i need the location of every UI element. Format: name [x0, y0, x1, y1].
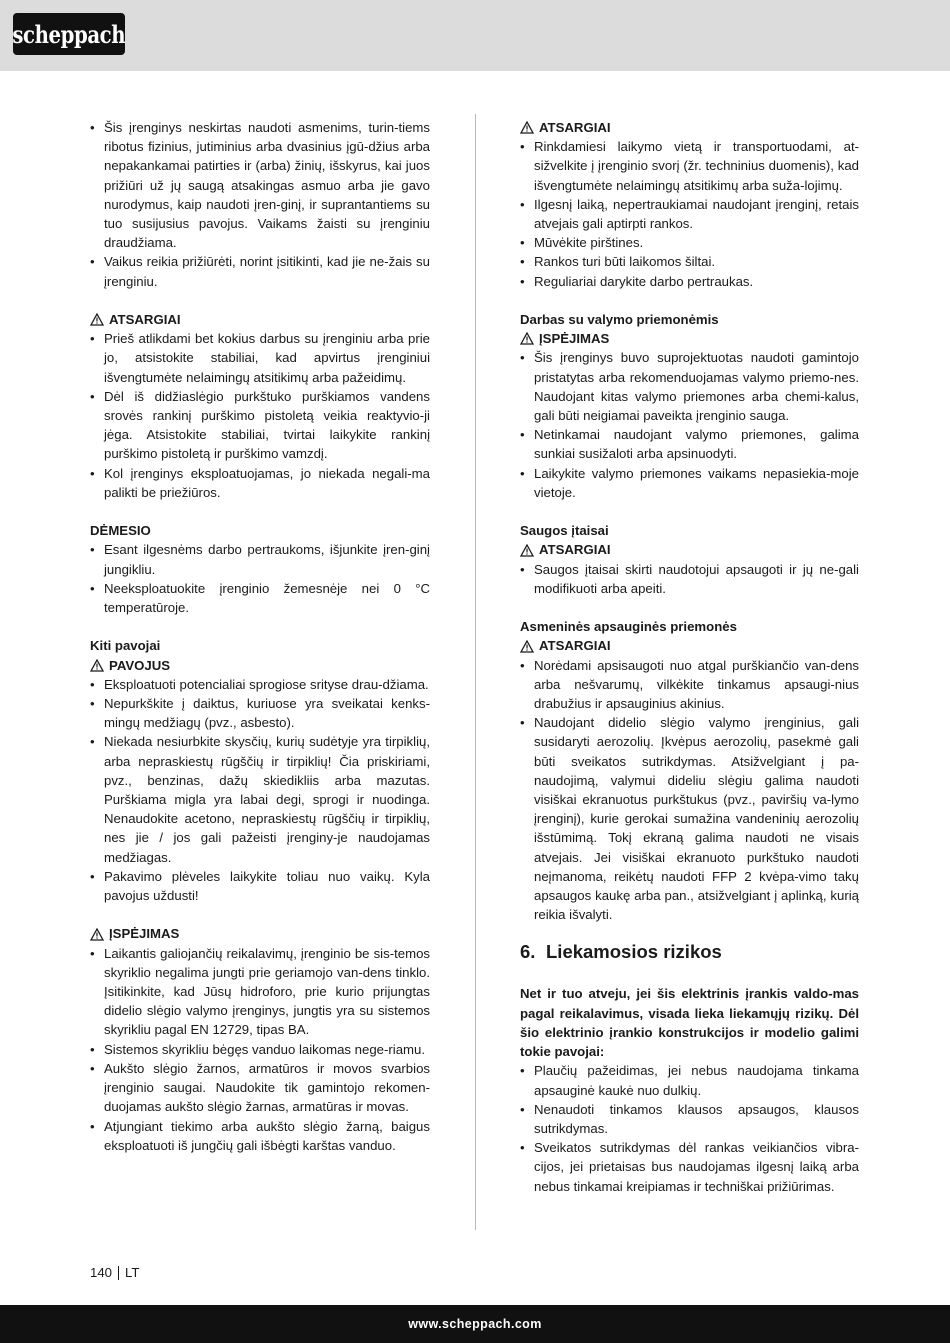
safety-devices-heading: Saugos įtaisai: [520, 523, 609, 539]
section-number: 6.: [520, 941, 536, 963]
caution-heading: [520, 118, 859, 137]
warning-triangle-icon: [90, 313, 104, 326]
list-item: • Naudojant didelio slėgio valymo įrenginius, gali susidaryti aerozolių. Įkvėpus aerozolių, pasekmė gali būti sveikatos sutrikdymas. Atsižvelgiant į pa-naudojimą, valymui dideliu slėgiu galima naudoti visiškai ekranuotus purkštukus (pvz., paviršių va-lymo įrenginį), kurie gerokai sumažina vandeninių aerozolių išstūmimą. Tokį ekraną galima naudoti ne visais atvejais. Jei visiškai ekranuoto purkštuko naudoti neįmanoma, reikėtų naudoti FFP 2 kvėpa-vimo takų apsaugos kaukę arba pan., atsižvelgiant į aplinką, kurią reikia išvalyti.: [520, 713, 859, 924]
safety-list: [520, 560, 859, 598]
caution-label: ATSARGIAI: [539, 638, 611, 654]
page-footer: [90, 1265, 139, 1280]
caution-label: ATSARGIAI: [539, 542, 611, 558]
list-item: • Netinkamai naudojant valymo priemones, galima sunkiai susižaloti arba apsinuodyti.: [520, 425, 859, 463]
warning-list: [90, 944, 430, 1155]
list-item: • Laikantis galiojančių reikalavimų, įrenginio be sis-temos skyriklio negalima jungti prie geriamojo van-dens tinklo. Įsitikinkite, kad Jūsų hidroforo, prie kurio prijungtas didelio slėgio valymo įrenginys, jungtis yra su sistemos skyrikliu pagal EN 12729, tipas BA.: [90, 944, 430, 1040]
footer-separator: [118, 1266, 119, 1280]
list-item: • Norėdami apsisaugoti nuo atgal purškiančio van-dens arba nešvarumų, vilkėkite tinkamus apsaugi-nius drabužius ir apsauginius akinius.: [520, 656, 859, 714]
ppe-heading: Asmeninės apsauginės priemonės: [520, 619, 737, 635]
warning-triangle-icon: [520, 121, 534, 134]
list-item: • Pakavimo plėveles laikykite toliau nuo vaikų. Kyla pavojus uždusti!: [90, 867, 430, 905]
list-item: • Nenaudoti tinkamos klausos apsaugos, klausos sutrikdymas.: [520, 1100, 859, 1138]
list-item: • Esant ilgesnėms darbo pertraukoms, išjunkite įren-ginį jungikliu.: [90, 540, 430, 578]
storage-caution-list: [520, 137, 859, 291]
danger-list: [90, 675, 430, 905]
section-title: Liekamosios rizikos: [546, 941, 722, 963]
page-number: 140: [90, 1265, 113, 1280]
attention-heading: DĖMESIO: [90, 523, 151, 539]
risk-list: [520, 1061, 859, 1195]
cleaning-agents-heading: Darbas su valymo priemonėmis: [520, 312, 719, 328]
list-item: • Rinkdamiesi laikymo vietą ir transportuodami, at-sižvelkite į įrenginio svorį (žr. techninius duomenis), kad išvengtumėte nelaimingų atsitikimų arba suža-lojimų.: [520, 137, 859, 195]
language-code: LT: [125, 1265, 140, 1280]
footer-band: [0, 1305, 950, 1343]
list-item: • Dėl iš didžiaslėgio purkštuko purškiamos vandens srovės rankinį purškimo pistoletą veikia reaktyvio-ji jėga. Atsistokite stabiliai, tvirtai laikykite rankinį purškimo pistoletą ir purškimo vamzdį.: [90, 387, 430, 464]
list-item: • Sveikatos sutrikdymas dėl rankas veikiančios vibra-cijos, jei prietaisas bus naudojamas ilgesnį laiką arba nebus tinkamai kreipiamas ir techniškai prižiūrimas.: [520, 1138, 859, 1196]
caution-heading: [90, 310, 430, 329]
warning-heading: [90, 924, 430, 943]
list-item: • Šis įrenginys buvo suprojektuotas naudoti gamintojo pristatytas arba rekomenduojamas valymo priemo-nes. Naudojant kitas valymo priemones arba chemi-kalus, gali būti neigiamai paveikta įrenginio sauga.: [520, 348, 859, 425]
cleaning-list: [520, 348, 859, 502]
list-item: • Reguliariai darykite darbo pertraukas.: [520, 272, 859, 291]
list-item: • Vaikus reikia prižiūrėti, norint įsitikinti, kad jie ne-žais su įrenginiu.: [90, 252, 430, 290]
caution-list: [90, 329, 430, 502]
list-item: • Atjungiant tiekimo arba aukšto slėgio žarną, baigus eksploatuoti iš jungčių gali išbėgti karštas vanduo.: [90, 1117, 430, 1155]
danger-label: PAVOJUS: [109, 657, 171, 673]
warning-label: ĮSPĖJIMAS: [539, 331, 610, 347]
list-item: • Šis įrenginys neskirtas naudoti asmenims, turin-tiems ribotus fizinius, jutiminius arba dvasinius įgū-džius arba nepakankamai patirties ir (arba) žinių, išskyrus, kai juos prižiūri už jų saugą atsakingas asmuo arba jie gavo nurodymus, kaip naudoti įren-ginį, ir suprantantiems su tuo susijusius pavojus. Vaikams žaisti su įrenginiu draudžiama.: [90, 118, 430, 252]
header-band: [0, 0, 950, 71]
list-item: • Aukšto slėgio žarnos, armatūros ir movos svarbios įrenginio saugai. Naudokite tik gamintojo rekomen-duojamas aukšto slėgio žarnas, armatūras ir movas.: [90, 1059, 430, 1117]
attention-list: [90, 540, 430, 617]
danger-heading: [90, 656, 430, 675]
caution-heading: [520, 540, 859, 559]
list-item: • Kol įrenginys eksploatuojamas, jo niekada negali-ma palikti be priežiūros.: [90, 464, 430, 502]
right-column: [520, 118, 859, 1196]
ppe-list: [520, 656, 859, 925]
warning-triangle-icon: [520, 332, 534, 345]
list-item: • Sistemos skyrikliu bėgęs vanduo laikomas nege-riamu.: [90, 1040, 430, 1059]
website-url: www.scheppach.com: [408, 1317, 542, 1331]
section-intro: Net ir tuo atveju, jei šis elektrinis įrankis valdo-mas pagal reikalavimus, visada lieka liekamųjų rizikų. Dėl šio elektrinio įrankio konstrukcijos ir modelio galimi tokie pavojai:: [520, 986, 859, 1060]
column-divider: [475, 114, 476, 1230]
list-item: • Rankos turi būti laikomos šiltai.: [520, 252, 859, 271]
list-item: • Saugos įtaisai skirti naudotojui apsaugoti ir jų ne-gali modifikuoti arba apeiti.: [520, 560, 859, 598]
list-item: • Niekada nesiurbkite skysčių, kurių sudėtyje yra tirpiklių, arba nepraskiestų rūgščių ir tirpiklių! Čia priskiriami, pvz., benzinas, dažų skiedikliis arba mazutas. Purškiama migla yra labai degi, sprogi ir nuodinga. Nenaudokite acetono, nepraskiestų rūgščių ir tirpiklių, nes jie / jos gali pažeisti įrenginy-je naudojamas medžiagas.: [90, 732, 430, 866]
section-heading: [520, 940, 859, 964]
other-hazards-heading: Kiti pavojai: [90, 638, 161, 654]
warning-triangle-icon: [520, 640, 534, 653]
warning-label: ĮSPĖJIMAS: [109, 926, 180, 942]
caution-label: ATSARGIAI: [539, 120, 611, 135]
warning-triangle-icon: [520, 544, 534, 557]
brand-logo: [13, 13, 125, 55]
list-item: • Prieš atlikdami bet kokius darbus su įrenginiu arba prie jo, atsistokite stabiliai, kad apvirtus įrenginiui išvengtumėte nelaimingų atsitikimų arba pažeidimų.: [90, 329, 430, 387]
list-item: • Mūvėkite pirštines.: [520, 233, 859, 252]
warning-triangle-icon: [90, 928, 104, 941]
list-item: • Laikykite valymo priemones vaikams nepasiekia-moje vietoje.: [520, 464, 859, 502]
intro-list: [90, 118, 430, 291]
warning-heading: [520, 329, 859, 348]
warning-triangle-icon: [90, 659, 104, 672]
list-item: • Neeksploatuokite įrenginio žemesnėje nei 0 °C temperatūroje.: [90, 579, 430, 617]
caution-heading: [520, 636, 859, 655]
caution-label: ATSARGIAI: [109, 312, 181, 328]
brand-logo-text: scheppach: [12, 19, 126, 49]
left-column: [90, 118, 430, 1155]
list-item: • Ilgesnį laiką, nepertraukiamai naudojant įrenginį, retais atvejais gali aptirpti rankos.: [520, 195, 859, 233]
list-item: • Nepurkškite į daiktus, kuriuose yra sveikatai kenks-mingų medžiagų (pvz., asbesto).: [90, 694, 430, 732]
list-item: • Eksploatuoti potencialiai sprogiose srityse drau-džiama.: [90, 675, 430, 694]
list-item: • Plaučių pažeidimas, jei nebus naudojama tinkama apsauginė kaukė nuo dulkių.: [520, 1061, 859, 1099]
